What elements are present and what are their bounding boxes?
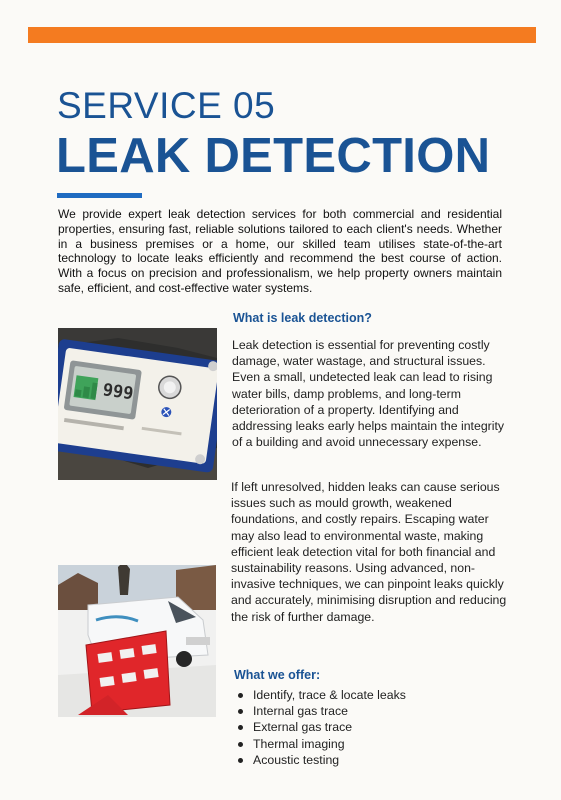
page-title: LEAK DETECTION <box>56 129 491 183</box>
service-number: SERVICE 05 <box>57 85 276 126</box>
offer-item: Acoustic testing <box>236 752 406 768</box>
title-underline <box>57 193 142 198</box>
offer-item: Thermal imaging <box>236 736 406 752</box>
what-we-offer-heading: What we offer: <box>234 668 321 682</box>
what-is-paragraph-1: Leak detection is essential for preventing costly damage, water wastage, and structural issues. Even a small, undetected leak can lead to rising water bills, damp problems, and long-term deterioration of a property. Identifying and addressing leaks early helps maintain the integrity of a building and avoid unnecessary expense. <box>232 338 505 450</box>
service-van-illustration <box>58 565 216 717</box>
what-is-paragraph-2: If left unresolved, hidden leaks can cause serious issues such as mould growth, weakened foundations, and costly repairs. Escaping water may also lead to environmental waste, making efficient leak detection vital for both financial and sustainability reasons. Using advanced, non-invasive techniques, we can pinpoint leaks quickly and accurately, minimising disruption and reducing the risk of further damage. <box>231 480 507 624</box>
offer-list <box>236 687 406 768</box>
offer-item: Identify, trace & locate leaks <box>236 687 406 703</box>
top-accent-bar <box>28 27 536 43</box>
leak-detector-illustration <box>58 328 217 480</box>
what-is-heading: What is leak detection? <box>233 311 372 325</box>
leak-detector-photo <box>58 328 217 480</box>
offer-item: Internal gas trace <box>236 703 406 719</box>
device-display-readout: 999 <box>101 380 135 405</box>
service-van-photo <box>58 565 216 717</box>
intro-paragraph: We provide expert leak detection services for both commercial and residential properties, ensuring fast, reliable solutions tailored to each client's needs. Whether in a business premises or a home, our skilled team utilises state-of-the-art technology to locate leaks efficiently and recommend the best course of action. With a focus on precision and professionalism, we help property owners maintain safe, efficient, and cost-effective water systems. <box>58 207 502 295</box>
offer-item: External gas trace <box>236 719 406 735</box>
